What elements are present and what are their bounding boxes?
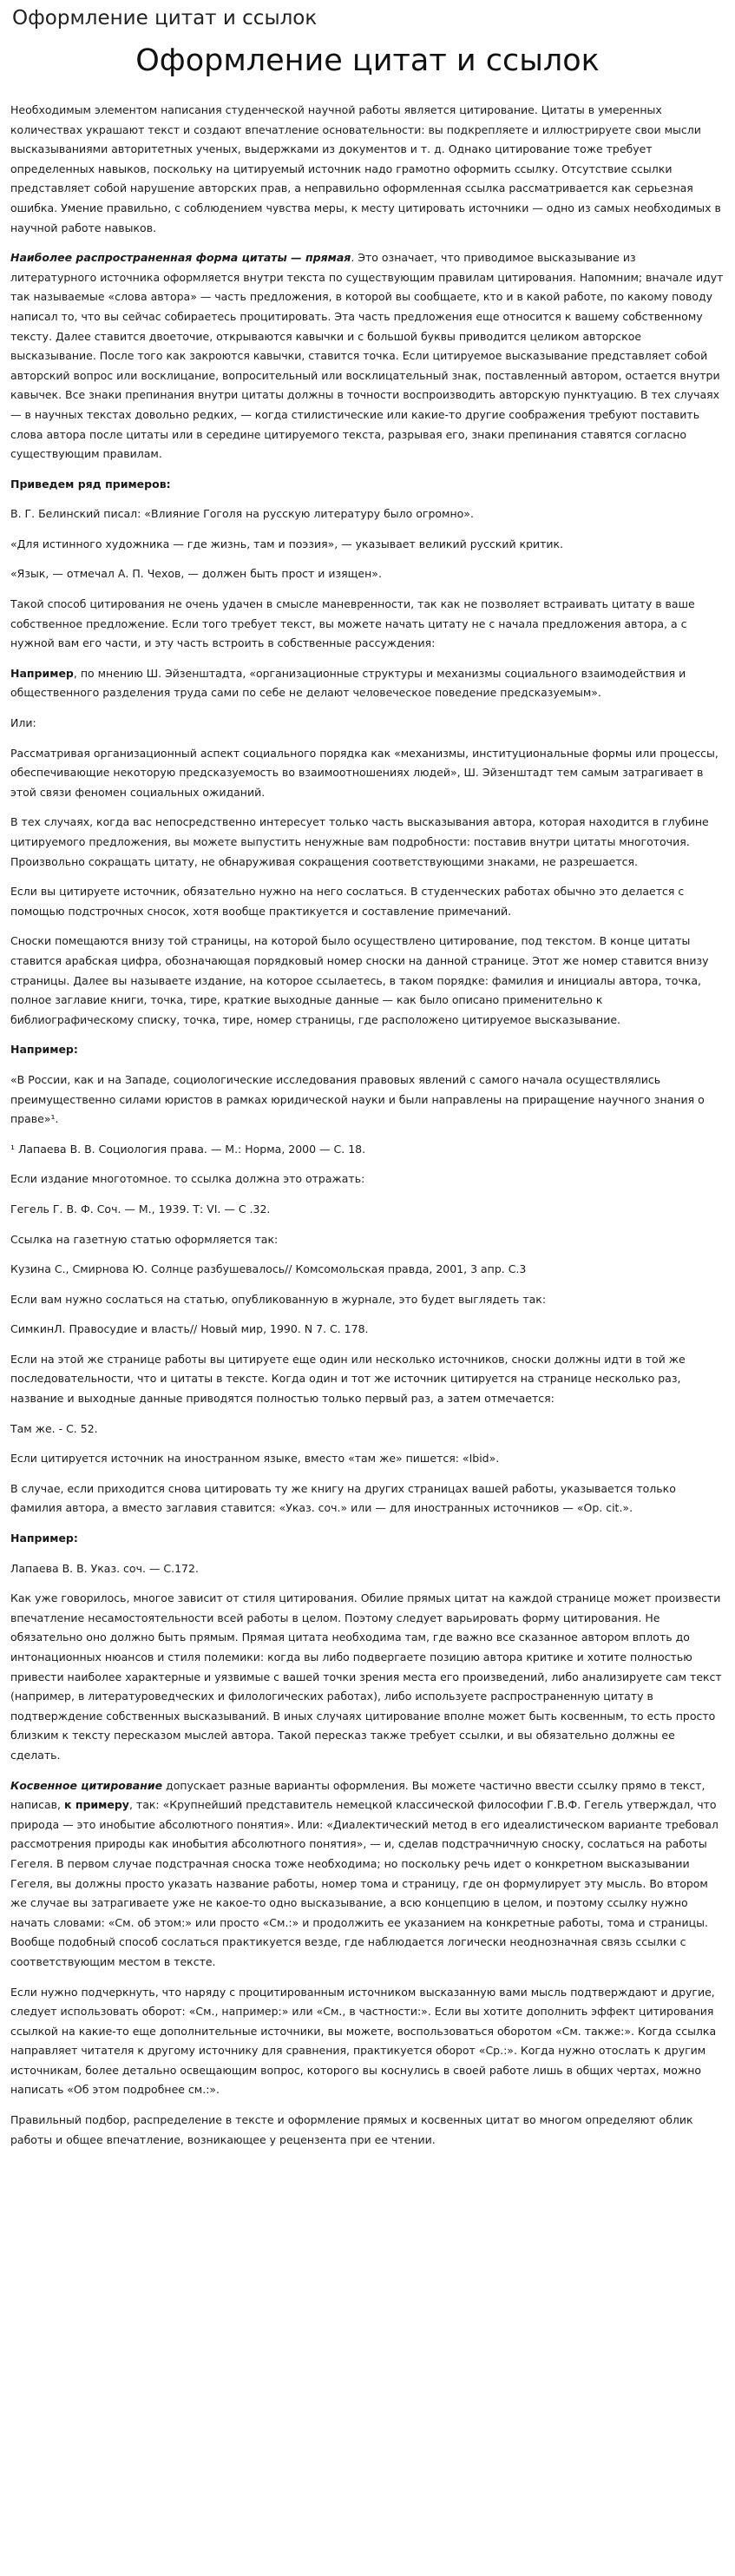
article-title: Оформление цитат и ссылок xyxy=(135,43,600,78)
paragraph-ellipsis: В тех случаях, когда вас непосредственно интересует только часть высказывания автора, которая находится в глубине цитируемого предложения, вы можете выпустить ненужные вам подробности: поставив внутри цитаты многоточия. Произвольно сокращать цитату, не обнаруживая сокращения соответствующими знаками, не разрешается. xyxy=(10,815,709,868)
paragraph-example-organizational: Рассматривая организационный аспект социального порядка как «механизмы, институциональные формы или процессы, обеспечивающие некоторую предсказуемость во взаимоотношениях людей», Ш. Эйзенштадт тем самым затрагивает в этой связи феномен социальных ожиданий. xyxy=(10,746,719,799)
paragraph-reference-required: Если вы цитируете источник, обязательно нужно на него сослаться. В студенческих работах обычно это делается с помощью подстрочных сносок, хотя вообще практикуется и составление примечаний. xyxy=(10,885,685,918)
paragraph-newspaper-ref: Кузина С., Смирнова Ю. Солнце разбушевалось// Комсомольская правда, 2001, 3 апр. С.3 xyxy=(10,1262,527,1276)
page-title: Оформление цитат и ссылок xyxy=(12,7,318,30)
paragraph-see-also: Если нужно подчеркнуть, что наряду с процитированным источником высказанную вами мысль подтверждают и другие, следует использовать оборот: «См., например:» или «См., в частности:». Если вы хотите дополнить эффект цитирования ссылкой на какие-то еще дополнительные источники, вы можете, воспользоваться оборотом «См. также:». Когда ссылка направляет читателя к другому источнику для сравнения, практикуется оборот «Ср.:». Когда нужно отослать к другим источникам, более детально освещающим вопрос, которого вы коснулись в своей работе лишь в общих чертах, можно написать «Об этом подробнее см.:». xyxy=(10,1985,717,2097)
paragraph-footnotes: Сноски помещаются внизу той страницы, на которой было осуществлено цитирование, под текстом. В конце цитаты ставится арабская цифра, обозначающая порядковый номер сноски на данной странице. Этот же номер ставится внизу страницы. Далее вы называете издание, на которое ссылаетесь, в таком порядке: фамилия и инициалы автора, точка, полное заглавие книги, точка, тире, краткие выходные данные — как было описано применительно к библиографическому списку, точка, тире, номер страницы, где расположено цитируемое высказывание. xyxy=(10,934,709,1026)
paragraph-footnote-lapaeva: ¹ Лапаева В. В. Социология права. — М.: Норма, 2000 — С. 18. xyxy=(10,1142,366,1156)
paragraph-direct-quote: Наиболее распространенная форма цитаты — прямая. Это означает, что приводимое высказывание из литературного источника оформляется внутри текста по существующим правилам цитирования. Напомним; вначале идут так называемые «слова автора» — часть предложения, в которой вы сообщаете, кто и в какой работе, по какому поводу написал то, что вы сейчас собираетесь процитировать. Эта часть предложения еще относится к вашему собственному тексту. Далее ставится двоеточие, открываются кавычки и с большой буквы приводится целиком авторское высказывание. После того как закроются кавычки, ставится точка. Если цитируемое высказывание представляет собой авторский вопрос или восклицание, вопросительный или восклицательный знак, поставленный автором, остается внутри кавычек. Все знаки препинания внутри цитаты должны в точности воспроизводить авторскую пунктуацию. В тех случаях — в научных текстах довольно редких, — когда стилистические или какие-то другие соображения требуют поставить слова автора после цитаты или в середине цитируемого текста, разрывая его, знаки препинания ставятся согласно существующим правилам. xyxy=(10,251,724,461)
paragraph-newspaper: Ссылка на газетную статью оформляется так: xyxy=(10,1232,279,1246)
paragraph-hegel-ref: Гегель Г. В. Ф. Соч. — М., 1939. Т: VI. — С .32. xyxy=(10,1202,271,1216)
paragraph-op-cit: В случае, если приходится снова цитировать ту же книгу на других страницах вашей работы, указывается только фамилия автора, а вместо заглавия ставится: «Указ. соч.» или — для иностранных источников — «Op. cit.». xyxy=(10,1481,676,1515)
paragraph-ibid-foreign: Если цитируется источник на иностранном языке, вместо «там же» пишется: «Ibid». xyxy=(10,1452,500,1466)
emphasis-for-instance: к примеру xyxy=(63,1798,129,1812)
paragraph-multivolume: Если издание многотомное. то ссылка должна это отражать: xyxy=(10,1172,365,1186)
emphasis-for-example: Например xyxy=(10,666,74,680)
paragraph-citation-style: Как уже говорилось, многое зависит от стиля цитирования. Обилие прямых цитат на каждой странице может произвести впечатление несамостоятельности всей работы в целом. Поэтому следует варьировать форму цитирования. Не обязательно оно должно быть прямым. Прямая цитата необходима там, где важно все сказанное автором вплоть до интонационных нюансов и стиля полемики: когда вы либо подвергаете позицию автора критике и хотите полностью привести наиболее характерные и уязвимые с вашей точки зрения места его произведений, либо анализируете сам текст (например, в литературоведческих и филологических работах), либо используете распространенную цитату в подтверждение собственных высказываний. В иных случаях цитирование вполне может быть косвенным, то есть просто близким к тексту пересказом мыслей автора. Такой пересказ также требует ссылки, и вы обязательно должны ее сделать. xyxy=(10,1591,722,1762)
paragraph-quote-russia: «В России, как и на Западе, социологические исследования правовых явлений с самого начала осуществлялись преимущественно силами юристов в рамках юридической науки и были направлены на приращение научного знания о праве»¹. xyxy=(10,1072,705,1126)
paragraph-example-1: В. Г. Белинский писал: «Влияние Гоголя на русскую литературу было огромно». xyxy=(10,507,474,521)
paragraph-example-2: «Для истинного художника — где жизнь, там и поэзия», — указывает великий русский критик. xyxy=(10,537,564,550)
paragraph-indirect-quote: Косвенное цитирование допускает разные варианты оформления. Вы можете частично ввести ссылку прямо в текст, написав, к примеру, так: «Крупнейший представитель немецкой классической философии Г.В.Ф. Гегель утверждал, что природа — это инобытие абсолютного понятия». Или: «Диалектический метод в его идеалистическом варианте требовал рассмотрения природы как инобытия абсолютного понятия», — и, сделав подстрачничную сноску, сослаться на работы Гегеля. В первом случае подстрачная сноска тоже необходима; но поскольку речь идет о конкретном высказывании Гегеля, вы должны просто указать название работы, номер тома и страницу, где он формулирует эту мысль. Во втором же случае вы затрагиваете уже не какое-то одно высказывание, а всю концепцию в целом, и поэтому ссылку нужно начать словами: «См. об этом:» или просто «См.:» и продолжить ее указанием на конкретные работы, тома и страницы. Вообще подобный способ сослаться практикуется везде, где наблюдается логически неоднозначная связь ссылки с соответствующим местом в тексте. xyxy=(10,1778,719,1968)
paragraph-ibid-ru: Там же. - С. 52. xyxy=(10,1421,98,1435)
paragraph-example-eisenstadt: Например, по мнению Ш. Эйзенштадта, «организационные структуры и механизмы социального взаимодействия и общественного разделения труда сами по себе не делают человеческое поведение предсказуемым». xyxy=(10,666,686,700)
emphasis-indirect-quote: Косвенное цитирование xyxy=(10,1778,163,1792)
paragraph-journal: Если вам нужно сослаться на статью, опубликованную в журнале, это будет выглядеть так: xyxy=(10,1292,547,1306)
emphasis-direct-quote: Наиболее распространенная форма цитаты — прямая xyxy=(10,251,351,265)
paragraph-partial-quote: Такой способ цитирования не очень удачен в смысле маневренности, так как не позволяет встраивать цитату в ваше собственное предложение. Если того требует текст, вы можете начать цитату не с начала предложения автора, а с нужной вам его части, и эту часть встроить в собственные рассуждения: xyxy=(10,597,695,650)
paragraph-example-heading-1: Например: xyxy=(10,1043,78,1057)
paragraph-intro: Необходимым элементом написания студенческой научной работы является цитирование. Цитаты в умеренных количествах украшают текст и создают впечатление основательности: вы подкрепляете и иллюстрируете свои мысли высказываниями авторитетных ученых, выдержками из документов и т. д. Однако цитирование тоже требует определенных навыков, поскольку на цитируемый источник надо грамотно оформить ссылку. Отсутствие ссылки представляет собой нарушение авторских прав, а неправильно оформленная ссылка рассматривается как серьезная ошибка. Умение правильно, с соблюдением чувства меры, к месту цитировать источники — одно из самых необходимых в научной работе навыков. xyxy=(10,103,721,234)
paragraph-example-heading-2: Например: xyxy=(10,1532,78,1545)
paragraph-examples-heading: Приведем ряд примеров: xyxy=(10,477,171,491)
paragraph-example-3: «Язык, — отмечал А. П. Чехов, — должен быть прост и изящен». xyxy=(10,567,382,581)
paragraph-op-cit-ref: Лапаева В. В. Указ. соч. — С.172. xyxy=(10,1561,199,1575)
paragraph-repeat-source: Если на этой же странице работы вы цитируете еще один или несколько источников, сноски должны идти в той же последовательности, что и цитаты в тексте. Когда один и тот же источник цитируется на странице несколько раз, название и выходные данные приводятся полностью только первый раз, а затем отмечается: xyxy=(10,1352,686,1406)
paragraph-or: Или: xyxy=(10,716,36,730)
paragraph-conclusion: Правильный подбор, распределение в тексте и оформление прямых и косвенных цитат во многом определяют облик работы и общее впечатление, возникающее у рецензента при ее чтении. xyxy=(10,2113,693,2146)
paragraph-journal-ref: СимкинЛ. Правосудие и власть// Новый мир, 1990. N 7. С. 178. xyxy=(10,1322,369,1336)
